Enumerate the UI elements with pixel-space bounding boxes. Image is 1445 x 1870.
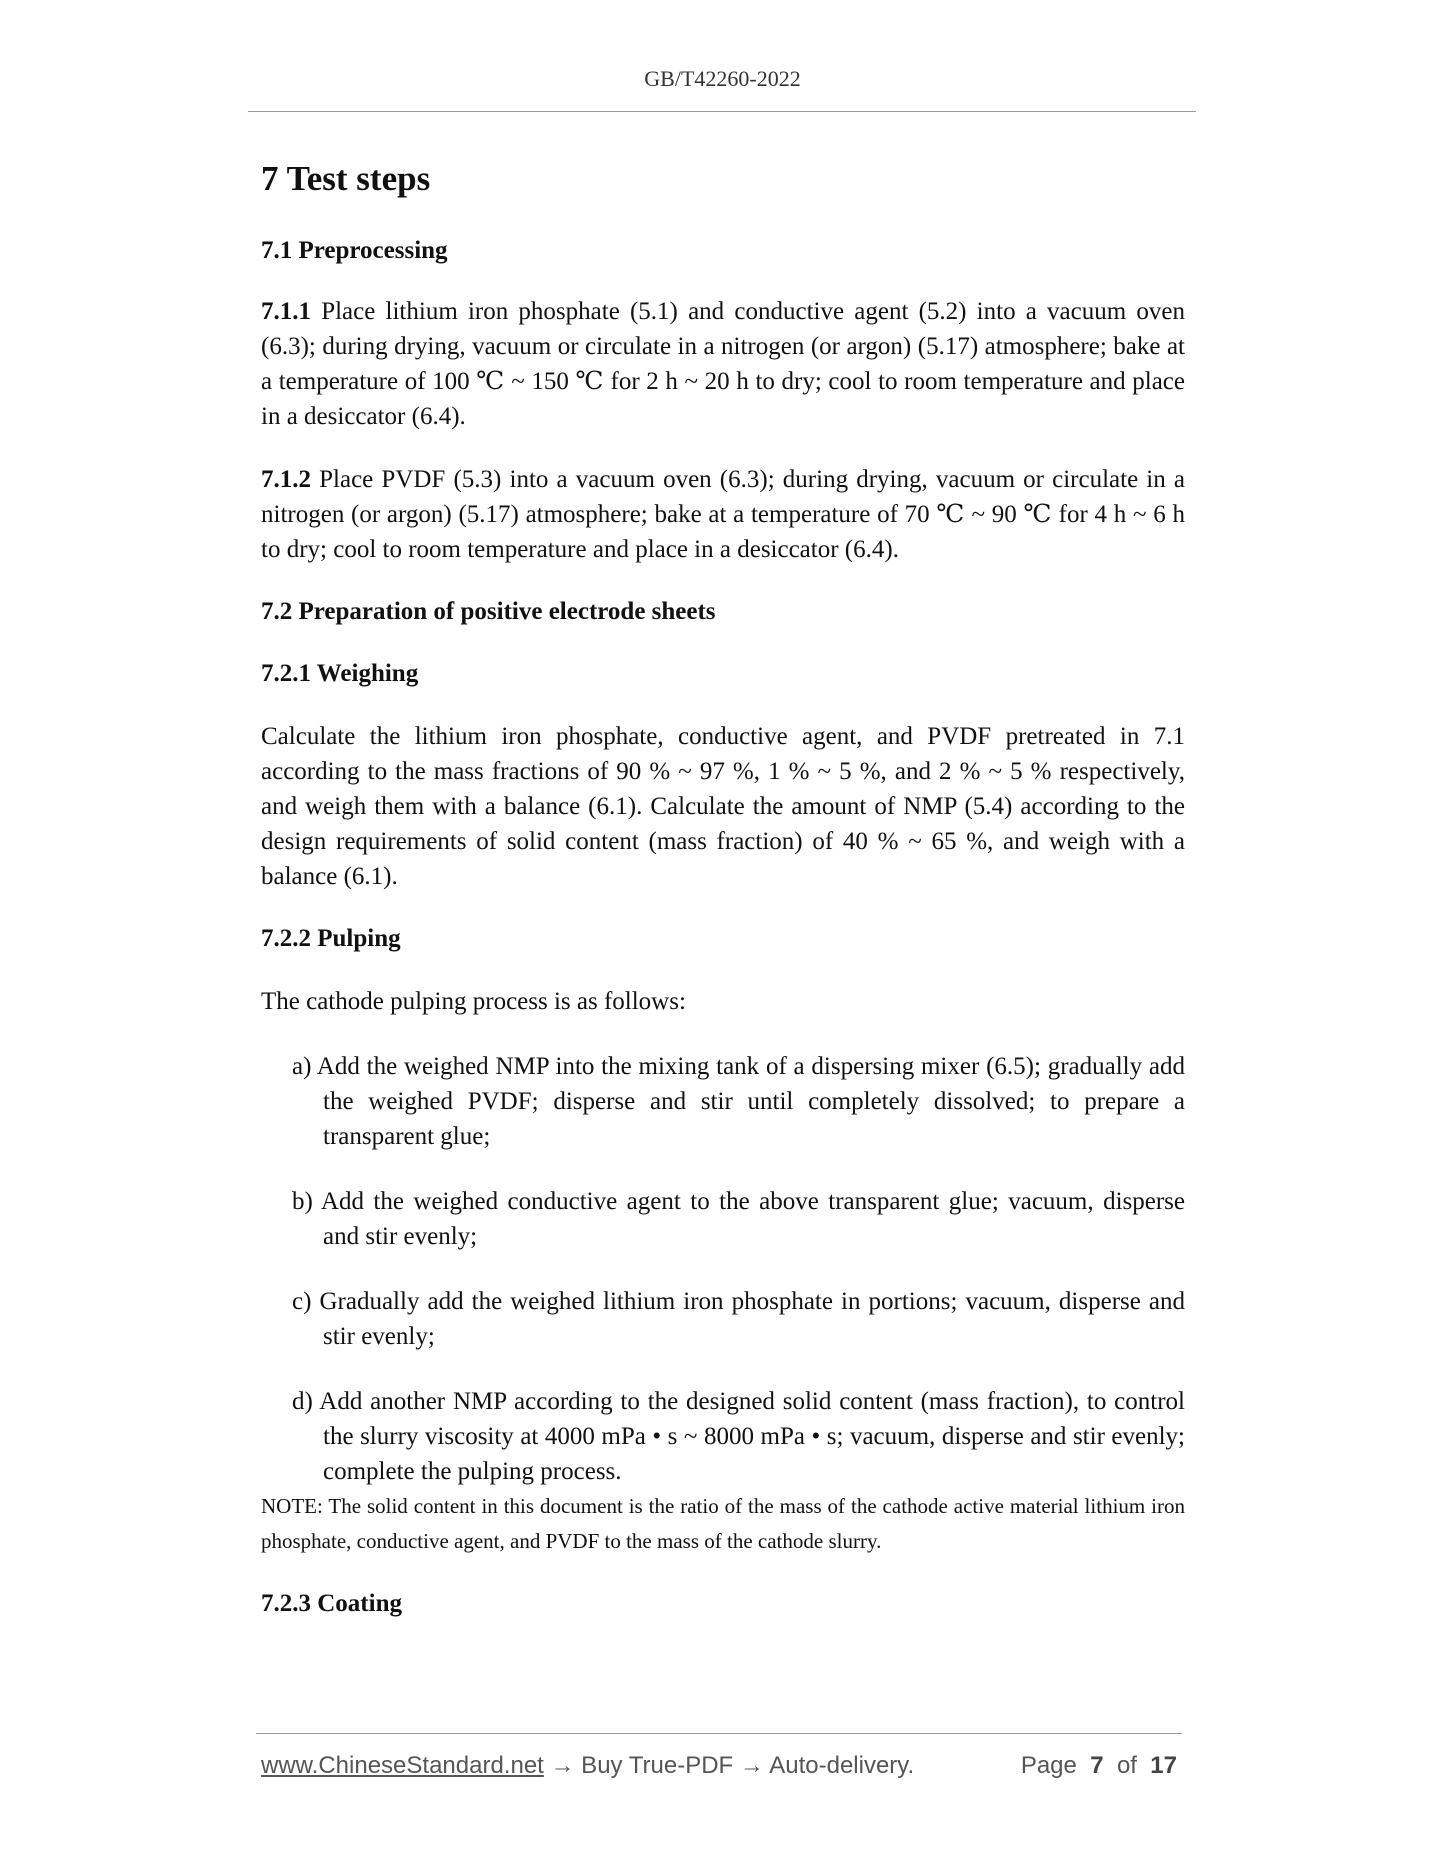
paragraph-7-1-1 [261, 294, 1185, 434]
page-content [261, 150, 1185, 1621]
paragraph-7-1-2 [261, 462, 1185, 567]
clause-text: Place lithium iron phosphate (5.1) and conductive agent (5.2) into a vacuum oven (6.3); during drying, vacuum or circulate in a nitrogen (or argon) (5.17) atmosphere; bake at a temperature of 100 ℃ ~ 150 ℃ for 2 h ~ 20 h to dry; cool to room temperature and place in a desiccator (6.4). [261, 298, 1185, 430]
page-total: 17 [1150, 1752, 1177, 1779]
subsection-title-7-2: 7.2 Preparation of positive electrode sheets [261, 598, 716, 625]
website-link[interactable]: www.ChineseStandard.net [261, 1752, 544, 1779]
section-title: 7 Test steps [261, 159, 431, 198]
clause-number: 7.1.2 [261, 466, 311, 493]
list-item: a) Add the weighed NMP into the mixing tank of a dispersing mixer (6.5); gradually add the weighed PVDF; disperse and stir until completely dissolved; to prepare a transparent glue; [292, 1053, 1185, 1150]
header-divider [248, 111, 1196, 112]
footer-promo [261, 1752, 914, 1780]
pulping-intro: The cathode pulping process is as follows: [261, 988, 686, 1015]
document-code-header: GB/T42260-2022 [644, 66, 801, 91]
paragraph-7-2-1: Calculate the lithium iron phosphate, conductive agent, and PVDF pretreated in 7.1 according to the mass fractions of 90 % ~ 97 %, 1 % ~ 5 %, and 2 % ~ 5 % respectively, and weigh them with a balance (6.1). Calculate the amount of NMP (5.4) according to the design requirements of solid content (mass fraction) of 40 % ~ 65 %, and weigh with a balance (6.1). [261, 723, 1185, 890]
subsection-title-7-2-2: 7.2.2 Pulping [261, 925, 401, 952]
page-number [1021, 1752, 1177, 1780]
list-item: c) Gradually add the weighed lithium iron phosphate in portions; vacuum, disperse and stir evenly; [292, 1288, 1185, 1350]
footer-divider [256, 1733, 1182, 1734]
list-item: b) Add the weighed conductive agent to the above transparent glue; vacuum, disperse and stir evenly; [292, 1188, 1185, 1250]
subsection-title-7-2-3: 7.2.3 Coating [261, 1590, 402, 1617]
clause-text: Place PVDF (5.3) into a vacuum oven (6.3); during drying, vacuum or circulate in a nitrogen (or argon) (5.17) atmosphere; bake at a temperature of 70 ℃ ~ 90 ℃ for 4 h ~ 6 h to dry; cool to room temperature and place in a desiccator (6.4). [261, 466, 1185, 563]
page-of: of [1116, 1752, 1137, 1779]
page-current: 7 [1090, 1752, 1104, 1779]
page-label: Page [1020, 1752, 1077, 1779]
list-item: d) Add another NMP according to the designed solid content (mass fraction), to control the slurry viscosity at 4000 mPa • s ~ 8000 mPa • s; vacuum, disperse and stir evenly; complete the pulping process. [292, 1388, 1185, 1485]
subsection-title-7-1: 7.1 Preprocessing [261, 237, 448, 264]
subsection-title-7-2-1: 7.2.1 Weighing [261, 660, 419, 687]
clause-number: 7.1.1 [261, 298, 311, 325]
note-text: NOTE: The solid content in this document is the ratio of the mass of the cathode active material lithium iron phosphate, conductive agent, and PVDF to the mass of the cathode slurry. [261, 1494, 1185, 1553]
promo-text: → Buy True-PDF → Auto-delivery. [543, 1752, 915, 1779]
